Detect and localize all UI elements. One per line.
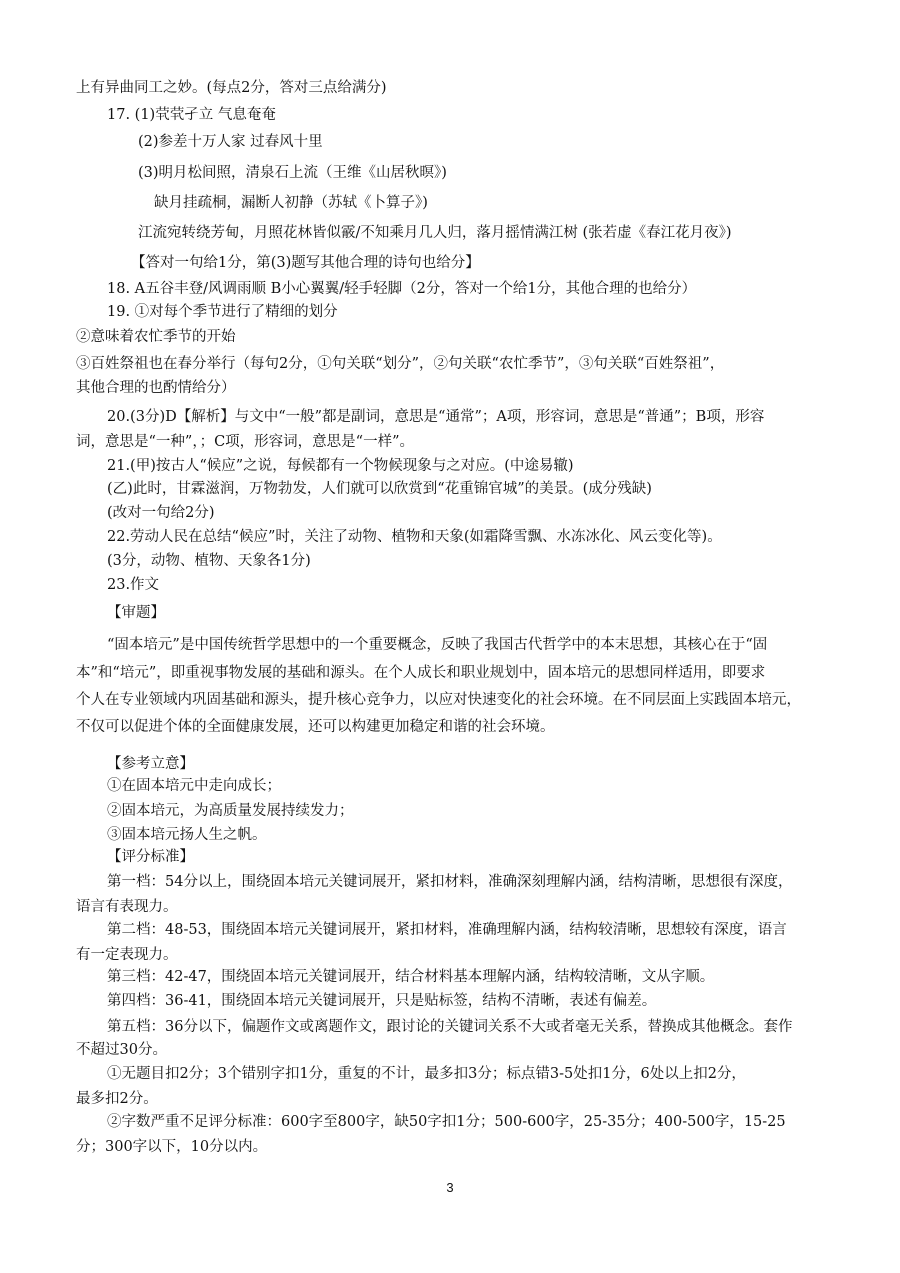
section-heading: 【参考立意】 — [107, 756, 194, 772]
text-line: ②固本培元，为高质量发展持续发力； — [107, 803, 354, 819]
text-line: 第四档：36-41，围绕固本培元关键词展开，只是贴标签，结构不清晰，表述有偏差。 — [107, 993, 657, 1009]
text-line: 18. A五谷丰登/风调雨顺 B小心翼翼/轻手轻脚（2分，答对一个给1分，其他合理的也给分） — [107, 281, 697, 297]
text-line: 17. (1)茕茕孑立 气息奄奄 — [107, 107, 276, 123]
text-line: 不仅可以促进个体的全面健康发展，还可以构建更加稳定和谐的社会环境。 — [76, 719, 555, 735]
text-line: 本”和“培元”，即重视事物发展的基础和源头。在个人成长和职业规划中，固本培元的思想同样适用，即要求 — [76, 665, 766, 681]
text-line: ③百姓祭祖也在春分举行（每句2分，①句关联“划分”，②句关联“农忙季节”，③句关联“百姓祭祖”， — [76, 356, 725, 372]
text-line: 第二档：48-53，围绕固本培元关键词展开，紧扣材料，准确理解内涵，结构较清晰，思想较有深度，语言 — [107, 922, 787, 938]
text-line: 分；300字以下，10分以内。 — [76, 1139, 268, 1155]
text-line: 23.作文 — [107, 577, 160, 593]
text-line: (乙)此时，甘霖滋润，万物勃发，人们就可以欣赏到“花重锦官城”的美景。(成分残缺) — [107, 481, 652, 497]
text-line: (3分，动物、植物、天象各1分) — [107, 553, 311, 569]
text-line: ②字数严重不足评分标准：600字至800字，缺50字扣1分；500-600字，25-35分；400-500字，15-25 — [107, 1114, 786, 1130]
text-line: 个人在专业领域内巩固基础和源头，提升核心竞争力，以应对快速变化的社会环境。在不同层面上实践固本培元， — [76, 692, 801, 708]
text-line: 22.劳动人民在总结“候应”时，关注了动物、植物和天象(如霜降雪飘、水冻冰化、风云变化等)。 — [107, 529, 722, 545]
text-line: 21.(甲)按古人“候应”之说，每候都有一个物候现象与之对应。(中途易辙) — [107, 458, 574, 474]
text-line: 语言有表现力。 — [76, 899, 178, 915]
text-line: ③固本培元扬人生之帆。 — [107, 827, 267, 843]
text-line: 19. ①对每个季节进行了精细的划分 — [107, 304, 338, 320]
text-line: ②意味着农忙季节的开始 — [76, 329, 236, 345]
text-line: 第三档：42-47，围绕固本培元关键词展开，结合材料基本理解内涵，结构较清晰，文从字顺。 — [107, 969, 715, 985]
text-line: “固本培元”是中国传统哲学思想中的一个重要概念，反映了我国古代哲学中的本末思想，其核心在于“固 — [107, 637, 768, 653]
text-line: 有一定表现力。 — [76, 947, 178, 963]
text-line: 第五档：36分以下，偏题作文或离题作文，跟讨论的关键词关系不大或者毫无关系，替换成其他概念。套作 — [107, 1019, 793, 1035]
text-line: 缺月挂疏桐，漏断人初静（苏轼《卜算子》) — [154, 195, 428, 211]
text-line: 【答对一句给1分，第(3)题写其他合理的诗句也给分】 — [131, 255, 480, 271]
text-line: 不超过30分。 — [76, 1042, 167, 1058]
text-line: 最多扣2分。 — [76, 1091, 158, 1107]
text-line: 其他合理的也酌情给分） — [76, 380, 236, 396]
text-line: (2)参差十万人家 过春风十里 — [138, 134, 323, 150]
section-heading: 【评分标准】 — [107, 849, 194, 865]
text-line: 20.(3分)D【解析】与文中“一般”都是副词，意思是“通常”；A项，形容词，意思是“普通”；B项，形容 — [107, 409, 765, 425]
text-line: ①在固本培元中走向成长； — [107, 778, 281, 794]
text-line: 江流宛转绕芳甸，月照花林皆似霰/不知乘月几人归，落月摇情满江树 (张若虚《春江花月夜》) — [138, 225, 732, 241]
text-line: 第一档：54分以上，围绕固本培元关键词展开，紧扣材料，准确深刻理解内涵，结构清晰，思想很有深度， — [107, 874, 793, 890]
text-line: 词，意思是“一种”，；C项，形容词，意思是“一样”。 — [76, 434, 414, 450]
page-number: 3 — [446, 1180, 454, 1195]
text-line: ①无题目扣2分；3个错别字扣1分，重复的不计，最多扣3分；标点错3-5处扣1分，6处以上扣2分， — [107, 1066, 746, 1082]
text-line: 上有异曲同工之妙。(每点2分，答对三点给满分) — [76, 80, 387, 96]
text-line: (改对一句给2分) — [107, 505, 215, 521]
section-heading: 【审题】 — [107, 605, 165, 621]
text-line: (3)明月松间照，清泉石上流（王维《山居秋暝》) — [138, 165, 447, 181]
